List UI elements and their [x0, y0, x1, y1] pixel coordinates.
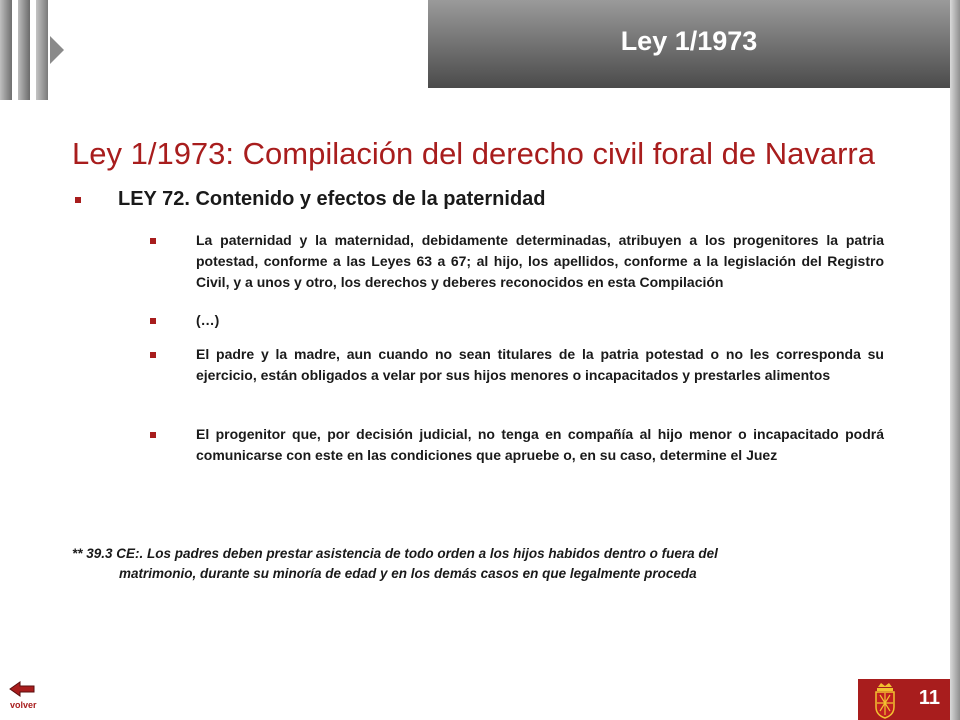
header-title: Ley 1/1973 — [620, 26, 758, 56]
list-item: (…) — [196, 312, 220, 328]
page-number: 11 — [918, 687, 940, 709]
footer-badge — [858, 679, 950, 720]
bullet-icon — [150, 318, 156, 324]
bullet-icon — [150, 432, 156, 438]
right-edge-bar — [950, 0, 960, 720]
section-heading: LEY 72. Contenido y efectos de la paternidad — [118, 188, 546, 210]
bullet-icon — [150, 238, 156, 244]
page-title: Ley 1/1973: Compilación del derecho civil foral de Navarra — [72, 136, 875, 171]
list-item: La paternidad y la maternidad, debidamente determinadas, atribuyen a los progenitores la patria potestad, conforme a las Leyes 63 a 67; al hijo, los apellidos, conforme a la legislación del Registro Civil, y a unos y otro, los derechos y deberes reconocidos en esta Compilación — [196, 232, 884, 290]
decorative-bar — [18, 0, 30, 100]
bullet-icon — [75, 197, 81, 203]
header-banner — [428, 0, 950, 88]
bullet-icon — [150, 352, 156, 358]
back-button[interactable] — [8, 680, 38, 710]
list-item: El progenitor que, por decisión judicial, no tenga en compañía al hijo menor o incapacitado podrá comunicarse con este en las condiciones que apruebe o, en su caso, determine el Juez — [196, 426, 884, 463]
back-label: volver — [10, 700, 37, 710]
footnote-line: matrimonio, durante su minoría de edad y en los demás casos en que legalmente proceda — [119, 566, 697, 581]
footnote — [72, 544, 884, 584]
footnote-line: ** 39.3 CE:. Los padres deben prestar asistencia de todo orden a los hijos habidos dentro o fuera del — [72, 546, 718, 561]
decorative-bar — [0, 0, 12, 100]
decorative-bar — [36, 0, 48, 100]
back-arrow-icon — [8, 680, 38, 700]
chevron-right-icon — [50, 36, 64, 64]
list-item: El padre y la madre, aun cuando no sean titulares de la patria potestad o no les corresponda su ejercicio, están obligados a velar por sus hijos menores o incapacitados y prestarles alimentos — [196, 346, 884, 383]
coat-of-arms-icon — [872, 681, 898, 719]
